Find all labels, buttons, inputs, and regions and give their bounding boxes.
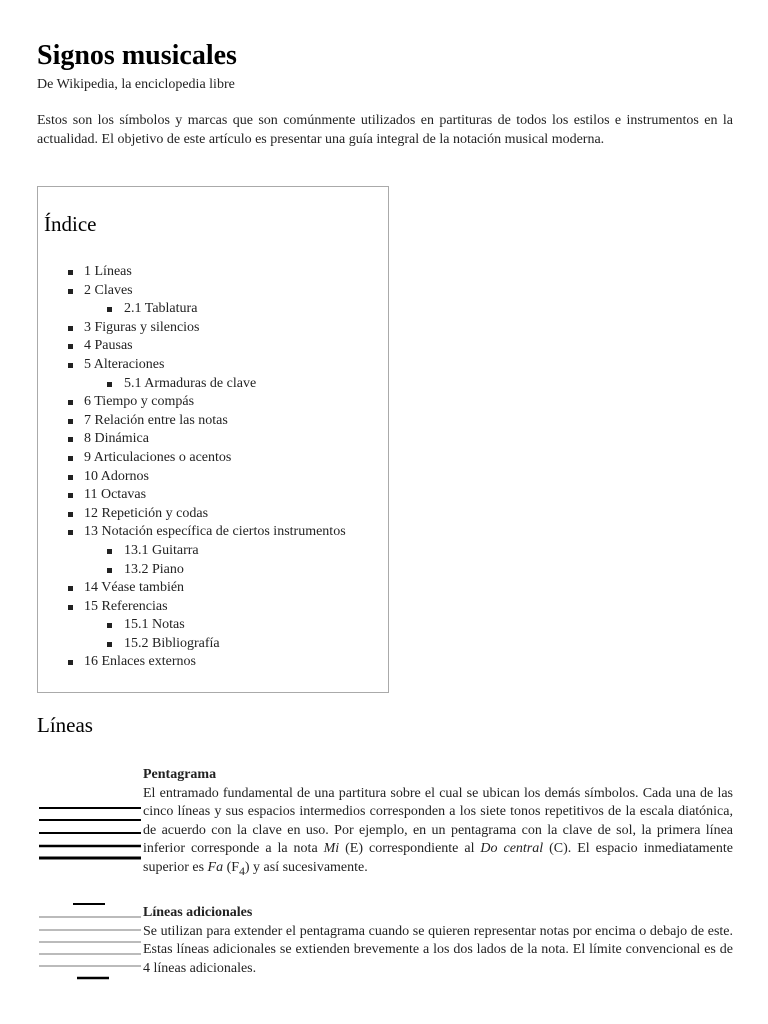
toc-item[interactable] xyxy=(38,263,388,282)
note-mi: Mi xyxy=(323,841,340,856)
bullet-icon xyxy=(68,456,73,461)
toc-link[interactable]: 9 Articulaciones o acentos xyxy=(84,449,232,465)
toc-item[interactable] xyxy=(38,337,388,356)
subscript-4: 4 xyxy=(239,864,245,878)
entry-text xyxy=(143,904,733,978)
bullet-icon xyxy=(68,289,73,294)
toc-link[interactable]: 6 Tiempo y compás xyxy=(84,394,195,410)
bullet-icon xyxy=(68,475,73,480)
toc-link[interactable]: 13.2 Piano xyxy=(124,561,184,577)
entry-text-part: Se utilizan para extender el pentagrama cuando se quieren representar notas por encima o debajo de este. Estas líneas adicionales se extienden brevemente a los dos lados de la nota. El límite convencional es de 4 líneas adicionales. xyxy=(143,923,733,976)
entry-name: Pentagrama xyxy=(143,767,217,782)
entry-text-part: (E) correspondiente al xyxy=(339,841,481,856)
toc-item[interactable] xyxy=(38,282,388,301)
bullet-icon xyxy=(68,660,73,665)
toc-item[interactable] xyxy=(38,598,388,617)
toc-link[interactable]: 2 Claves xyxy=(84,282,133,298)
toc-link[interactable]: 12 Repetición y codas xyxy=(84,505,209,521)
toc-list xyxy=(38,263,388,672)
entry-name: Líneas adicionales xyxy=(143,905,253,920)
toc-link[interactable]: 4 Pausas xyxy=(84,338,133,354)
toc-item[interactable] xyxy=(38,300,388,319)
toc-link[interactable]: 14 Véase también xyxy=(84,580,185,596)
toc-item[interactable] xyxy=(38,635,388,654)
page-subtitle: De Wikipedia, la enciclopedia libre xyxy=(37,77,235,92)
entry-text-part: (C). El espacio inmediatamente superior es xyxy=(143,841,733,875)
toc-link[interactable]: 2.1 Tablatura xyxy=(124,301,198,317)
staff-image xyxy=(37,802,141,898)
toc-link[interactable]: 15 Referencias xyxy=(84,598,168,614)
bullet-icon xyxy=(107,568,112,573)
toc-link[interactable]: 8 Dinámica xyxy=(84,431,149,447)
bullet-icon xyxy=(68,419,73,424)
toc-link[interactable]: 3 Figuras y silencios xyxy=(84,319,200,335)
bullet-icon xyxy=(68,270,73,275)
toc-link[interactable]: 5 Alteraciones xyxy=(84,356,165,372)
bullet-icon xyxy=(107,623,112,628)
note-fa: Fa xyxy=(207,859,224,875)
toc-item[interactable] xyxy=(38,561,388,580)
bullet-icon xyxy=(107,382,112,387)
page-title: Signos musicales xyxy=(37,40,237,71)
toc-item[interactable] xyxy=(38,356,388,375)
toc-item[interactable] xyxy=(38,412,388,431)
toc-link[interactable]: 13.1 Guitarra xyxy=(124,542,199,558)
bullet-icon xyxy=(68,512,73,517)
intro-paragraph: Estos son los símbolos y marcas que son comúnmente utilizados en partituras de todos los estilos e instrumentos en la actualidad. El objetivo de este artículo es presentar una guía integral de la notación musical moderna. xyxy=(37,113,733,147)
toc-link[interactable]: 5.1 Armaduras de clave xyxy=(124,375,257,391)
toc-link[interactable]: 15.2 Bibliografía xyxy=(124,635,220,651)
toc-link[interactable]: 7 Relación entre las notas xyxy=(84,412,228,428)
bullet-icon xyxy=(68,363,73,368)
bullet-icon xyxy=(68,586,73,591)
entry-text xyxy=(143,766,733,881)
toc-item[interactable] xyxy=(38,486,388,505)
bullet-icon xyxy=(68,344,73,349)
ledger-lines-image xyxy=(37,900,141,980)
entry-text-part: (F xyxy=(223,859,240,875)
bullet-icon xyxy=(107,307,112,312)
toc-item[interactable] xyxy=(38,430,388,449)
toc-item[interactable] xyxy=(38,449,388,468)
toc-item[interactable] xyxy=(38,523,388,542)
toc-heading: Índice xyxy=(44,212,97,236)
toc-link[interactable]: 10 Adornos xyxy=(84,468,149,484)
bullet-icon xyxy=(68,605,73,610)
toc-link[interactable]: 15.1 Notas xyxy=(124,617,185,633)
toc-link[interactable]: 16 Enlaces externos xyxy=(84,654,196,670)
entry-text-part: El entramado fundamental de una partitura sobre el cual se ubican los demás símbolos. Cada una de las cinco líneas y sus espacios intermedios corresponden a los siete tonos repetitivos de la escala diatónica, de acuerdo con la clave en uso. Por ejemplo, en un pentagrama con la clave de sol, la primera línea inferior corresponde a la nota xyxy=(143,785,733,856)
bullet-icon xyxy=(107,549,112,554)
toc-link[interactable]: 11 Octavas xyxy=(84,487,147,503)
toc-item[interactable] xyxy=(38,616,388,635)
bullet-icon xyxy=(68,437,73,442)
bullet-icon xyxy=(107,642,112,647)
table-of-contents xyxy=(37,186,389,693)
toc-item[interactable] xyxy=(38,393,388,412)
entry-text-part: ) y así sucesivamente. xyxy=(244,859,368,875)
toc-item[interactable] xyxy=(38,319,388,338)
toc-item[interactable] xyxy=(38,468,388,487)
bullet-icon xyxy=(68,400,73,405)
bullet-icon xyxy=(68,530,73,535)
toc-link[interactable]: 13 Notación específica de ciertos instrumentos xyxy=(84,524,346,540)
toc-link[interactable]: 1 Líneas xyxy=(84,264,132,279)
link-do-central[interactable]: Do central xyxy=(480,841,544,856)
bullet-icon xyxy=(68,493,73,498)
bullet-icon xyxy=(68,326,73,331)
toc-item[interactable] xyxy=(38,375,388,394)
toc-item[interactable] xyxy=(38,653,388,672)
toc-item[interactable] xyxy=(38,542,388,561)
section-title-lineas: Líneas xyxy=(37,713,93,737)
toc-item[interactable] xyxy=(38,579,388,598)
toc-item[interactable] xyxy=(38,505,388,524)
